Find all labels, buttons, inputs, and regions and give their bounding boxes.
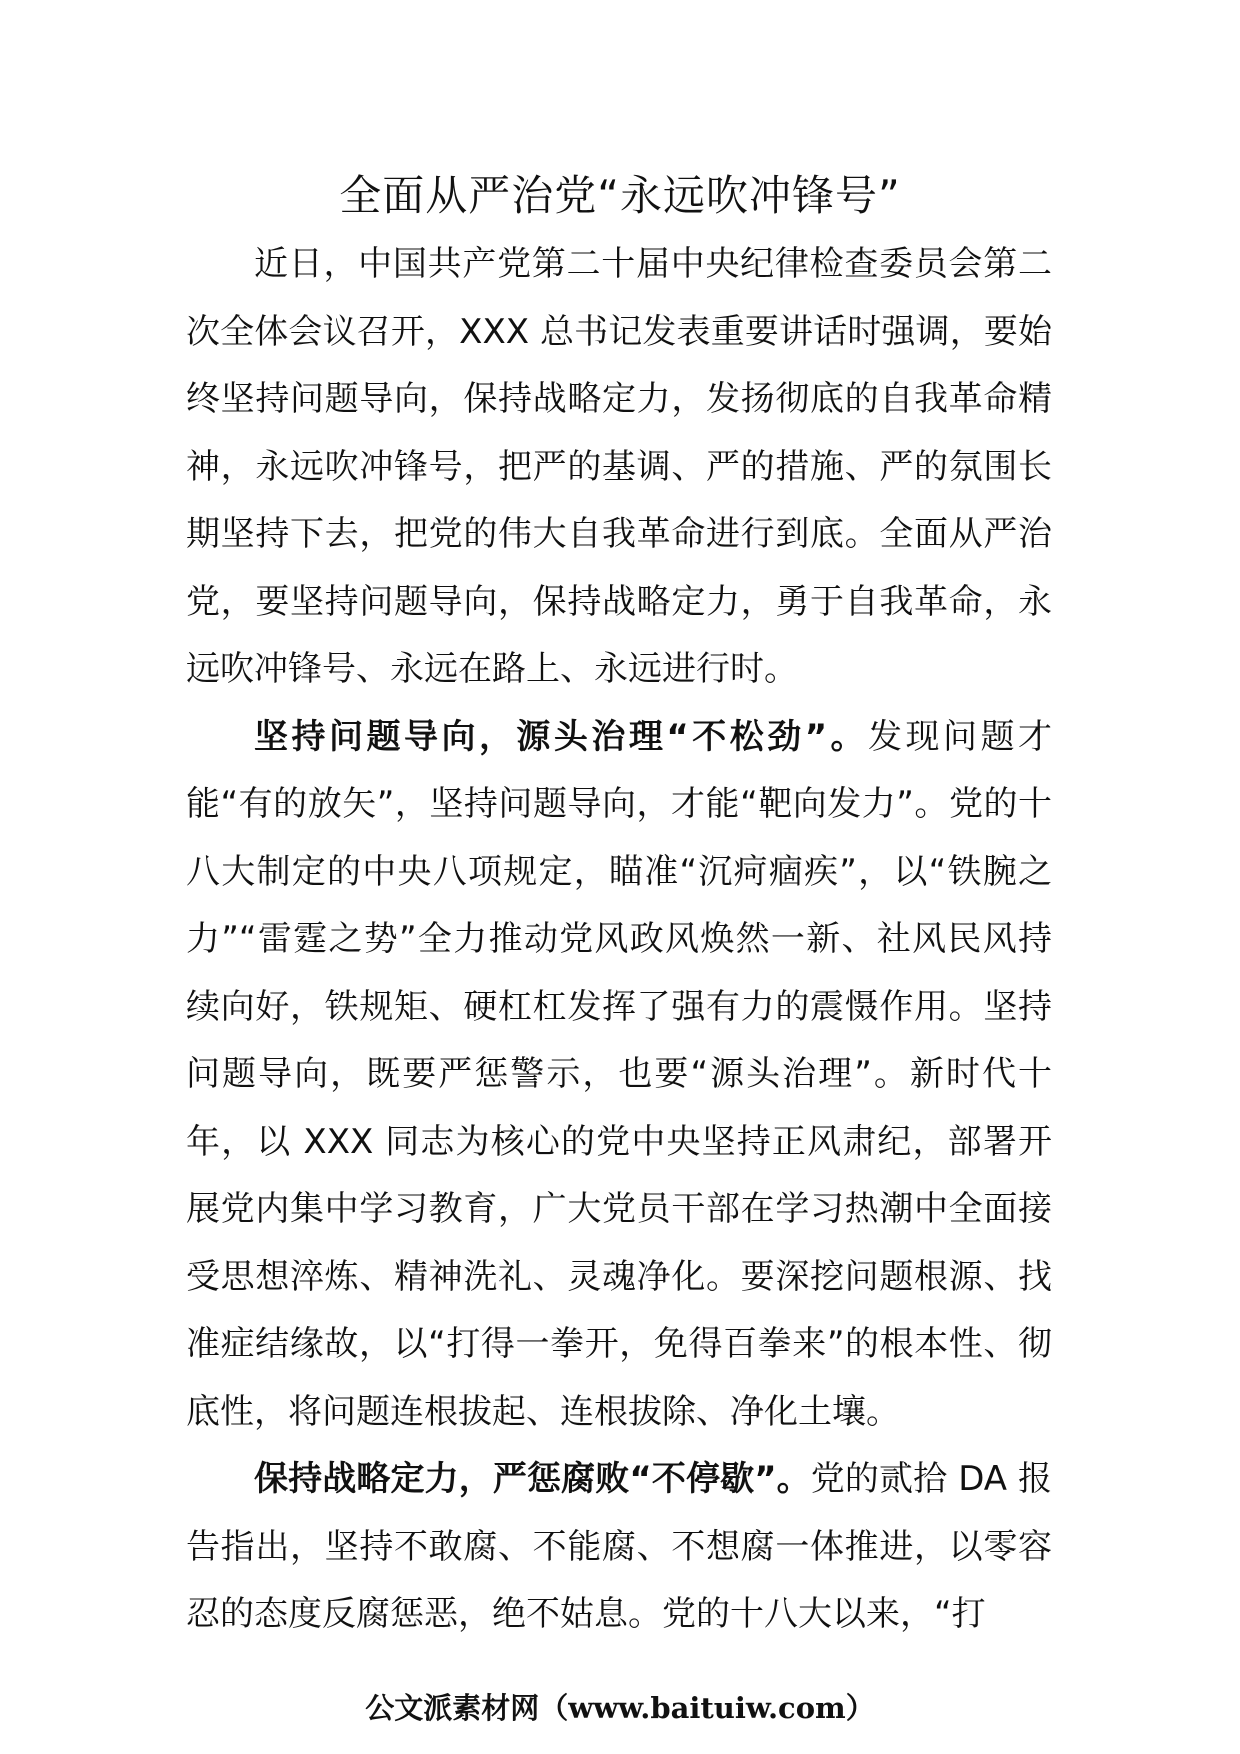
- paragraph-lead: 坚持问题导向，源头治理“不松劲”。: [254, 716, 869, 757]
- paragraph-text: 近日，中国共产党第二十届中央纪律检查委员会第二次全体会议召开，XXX 总书记发表重要讲话时强调，要始终坚持问题导向，保持战略定力，发扬彻底的自我革命精神，永远吹冲锋号，把严的基调、严的措施、严的氛围长期坚持下去，把党的伟大自我革命进行到底。全面从严治党，要坚持问题导向，保持战略定力，勇于自我革命，永远吹冲锋号、永远在路上、永远进行时。: [186, 244, 1052, 689]
- paragraph-text: 发现问题才能“有的放矢”，坚持问题导向，才能“靶向发力”。党的十八大制定的中央八项规定，瞄准“沉疴痼疾”，以“铁腕之力”“雷霆之势”全力推动党风政风焕然一新、社风民风持续向好，铁规矩、硬杠杠发挥了强有力的震慑作用。坚持问题导向，既要严惩警示，也要“源头治理”。新时代十年，以 XXX 同志为核心的党中央坚持正风肃纪，部署开展党内集中学习教育，广大党员干部在学习热潮中全面接受思想淬炼、精神洗礼、灵魂净化。要深挖问题根源、找准症结缘故，以“打得一拳开，免得百拳来”的根本性、彻底性，将问题连根拔起、连根拔除、净化土壤。: [186, 716, 1052, 1432]
- paragraph: [186, 704, 1052, 1447]
- paragraph: [186, 1446, 1052, 1649]
- paragraph: [186, 231, 1052, 704]
- footer-watermark: 公文派素材网（www.baituiw.com）: [365, 1691, 875, 1725]
- document-body: [186, 231, 1052, 1649]
- paragraph-lead: 保持战略定力，严惩腐败“不停歇”。: [254, 1459, 811, 1499]
- paragraph-text: 党的贰拾 DA 报告指出，坚持不敢腐、不能腐、不想腐一体推进，以零容忍的态度反腐惩恶，绝不姑息。党的十八大以来，“打: [186, 1459, 1052, 1634]
- document-title: 全面从严治党“永远吹冲锋号”: [339, 171, 901, 220]
